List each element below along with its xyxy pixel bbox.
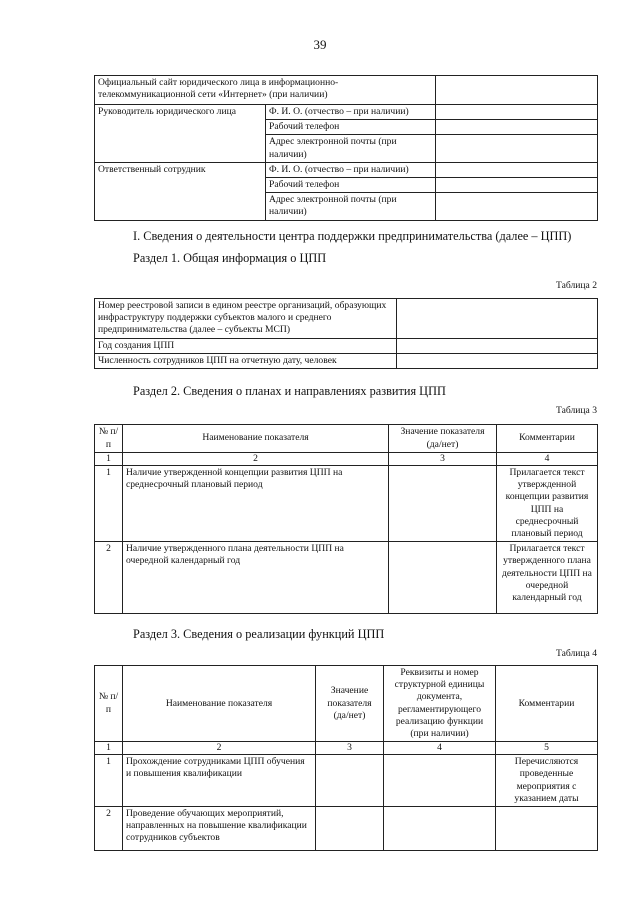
table-4: № п/п Наименование показателя Значение показателя (да/нет) Реквизиты и номер структурной единицы документа, регламентирующего реализацию функции (при наличии) Комментарии 1 2 3 4 5 1 Прохождение сотрудниками ЦПП обучения и повышения квалификации Перечисляются проведенные мероприятия с указанием даты 2 Проведение обучающих мероприятий, направленных на повышение квалификации сотрудников субъектов — [94, 665, 598, 851]
table4-header-name: Наименование показателя — [123, 666, 316, 742]
table3-row1-comment: Прилагается текст утвержденной концепции развития ЦПП на среднесрочный плановый период — [497, 466, 598, 542]
table-row: 2 — [95, 542, 123, 614]
resp-phone-label: Рабочий телефон — [266, 178, 436, 193]
table3-header-comment: Комментарии — [497, 425, 598, 453]
table4-row2-name: Проведение обучающих мероприятий, направленных на повышение квалификации сотрудников субъектов — [123, 807, 316, 851]
table3-header-value: Значение показателя (да/нет) — [389, 425, 497, 453]
table4-header-value: Значение показателя (да/нет) — [316, 666, 384, 742]
resp-email-label: Адрес электронной почты (при наличии) — [266, 193, 436, 220]
table-2 — [94, 298, 598, 369]
table4-label: Таблица 4 — [555, 648, 597, 659]
table-3: № п/п Наименование показателя Значение показателя (да/нет) Комментарии 1 2 3 4 1 Наличие утвержденной концепции развития ЦПП на среднесрочный плановый период Прилагается текст утвержденной концепции развития ЦПП на среднесрочный плановый период 2 Наличие утвержденного плана деятельности ЦПП на очередной календарный год Прилагается текст утвержденного плана деятельности ЦПП на очередной календарный год — [94, 424, 598, 614]
table4-row1-comment: Перечисляются проведенные мероприятия с указанием даты — [496, 755, 598, 807]
website-label: Официальный сайт юридического лица в информационно-телекоммуникационной сети «Интернет» (при наличии) — [95, 76, 436, 105]
table4-row1-name: Прохождение сотрудниками ЦПП обучения и повышения квалификации — [123, 755, 316, 807]
table-row: 1 — [95, 755, 123, 807]
contacts-table — [94, 75, 598, 221]
table2-label: Таблица 2 — [555, 280, 597, 291]
table3-row1-name: Наличие утвержденной концепции развития ЦПП на среднесрочный плановый период — [123, 466, 389, 542]
section3-title: Раздел 3. Сведения о реализации функций ЦПП — [133, 627, 385, 641]
responsible-label: Ответственный сотрудник — [95, 162, 266, 220]
table4-header-num: № п/п — [95, 666, 123, 742]
table2-row-year: Год создания ЦПП — [95, 338, 397, 353]
head-fio-label: Ф. И. О. (отчество – при наличии) — [266, 105, 436, 120]
table-row: 1 — [95, 466, 123, 542]
table3-header-name: Наименование показателя — [123, 425, 389, 453]
section1-title: Раздел 1. Общая информация о ЦПП — [133, 251, 327, 265]
table3-row2-name: Наличие утвержденного плана деятельности ЦПП на очередной календарный год — [123, 542, 389, 614]
page-number: 39 — [313, 37, 327, 52]
table-row: 2 — [95, 807, 123, 851]
head-email-label: Адрес электронной почты (при наличии) — [266, 135, 436, 162]
table2-row-registry: Номер реестровой записи в едином реестре организаций, образующих инфраструктуру поддержки субъектов малого и среднего предпринимательства (далее – субъекты МСП) — [95, 299, 397, 339]
table4-header-requisites: Реквизиты и номер структурной единицы документа, регламентирующего реализацию функции (при наличии) — [384, 666, 496, 742]
table3-row2-comment: Прилагается текст утвержденного плана деятельности ЦПП на очередной календарный год — [497, 542, 598, 614]
head-label: Руководитель юридического лица — [95, 105, 266, 163]
table4-header-comment: Комментарии — [496, 666, 598, 742]
table2-row-staff: Численность сотрудников ЦПП на отчетную дату, человек — [95, 353, 397, 368]
head-phone-label: Рабочий телефон — [266, 120, 436, 135]
resp-fio-label: Ф. И. О. (отчество – при наличии) — [266, 162, 436, 177]
section2-title: Раздел 2. Сведения о планах и направлениях развития ЦПП — [133, 384, 446, 398]
section-i-title: I. Сведения о деятельности центра поддержки предпринимательства (далее – ЦПП) — [133, 229, 572, 243]
table3-header-num: № п/п — [95, 425, 123, 453]
table3-label: Таблица 3 — [555, 405, 597, 416]
